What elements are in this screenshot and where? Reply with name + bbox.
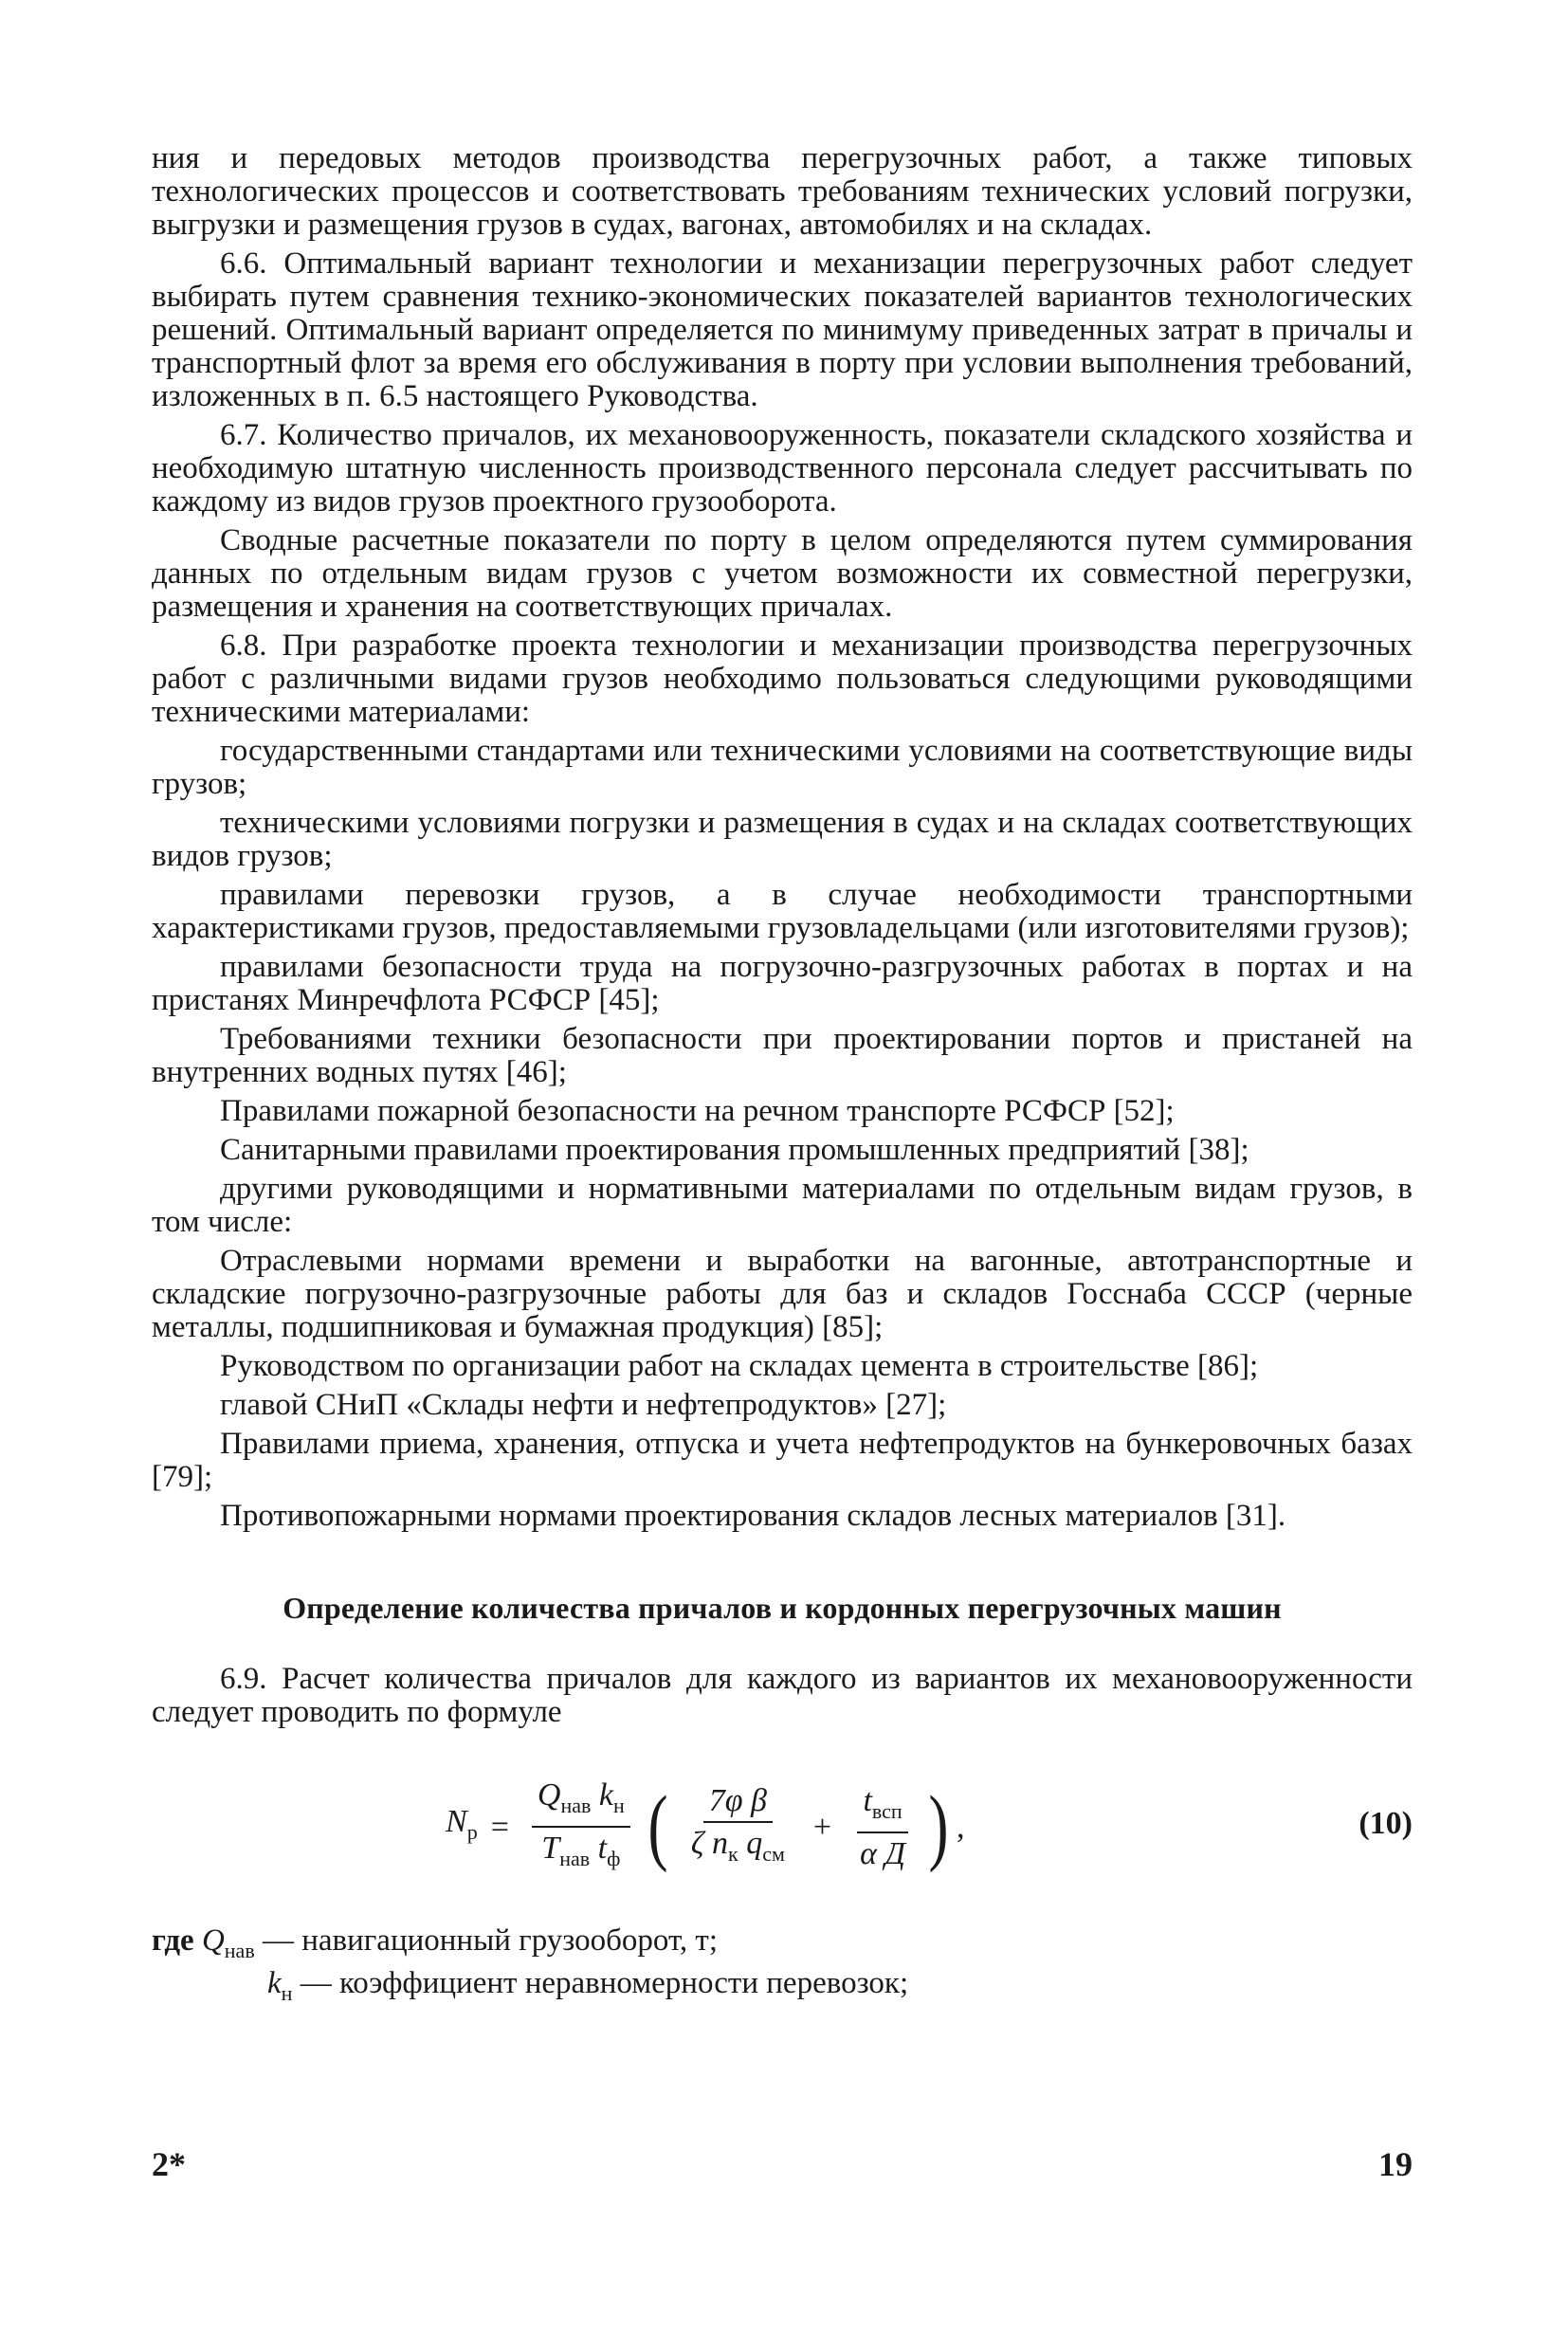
list-item: другими руководящими и нормативными материалами по отдельным видам грузов, в том числе: xyxy=(152,1172,1413,1239)
list-item: правилами безопасности труда на погрузочно-разгрузочных работах в портах и на пристанях Минречфлота РСФСР [45]; xyxy=(152,950,1413,1017)
list-item: правилами перевозки грузов, а в случае необходимости транспортными характеристиками грузов, предоставляемыми грузовладельцами (или изготовителями грузов); xyxy=(152,878,1413,945)
fraction-numerator: 7φ β xyxy=(703,1784,773,1823)
right-paren: ) xyxy=(928,1779,949,1873)
equation-number: (10) xyxy=(1358,1806,1413,1841)
fraction-numerator: $t_{всп}$ xyxy=(857,1784,907,1833)
fraction-denominator: $T_{нав}$ $t_ф$ xyxy=(541,1831,621,1870)
fraction-numerator: $Q_{нав}$ $k_н$ xyxy=(532,1778,630,1828)
paragraph: ния и передовых методов производства перегрузочных работ, а также типовых технологических процессов и соответствовать требованиям технических условий погрузки, выгрузки и размещения грузов в судах, вагонах, автомобилях и на складах. xyxy=(152,141,1413,242)
left-paren: ( xyxy=(647,1779,668,1873)
where-label: где xyxy=(152,1923,194,1958)
paragraph-6-8: 6.8. При разработке проекта технологии и механизации производства перегрузочных работ с различными видами грузов необходимо пользоваться следующими руководящими техническими материалами: xyxy=(152,629,1413,729)
list-item: Санитарными правилами проектирования промышленных предприятий [38]; xyxy=(220,1133,1249,1167)
section-heading: Определение количества причалов и кордонных перегрузочных машин xyxy=(283,1591,1282,1625)
list-item: Требованиями техники безопасности при проектировании портов и пристаней на внутренних водных путях [46]; xyxy=(152,1022,1413,1089)
page-number: 19 xyxy=(1378,2145,1413,2183)
paragraph: Сводные расчетные показатели по порту в целом определяются путем суммирования данных по отдельным видам грузов с учетом возможности их совместной перегрузки, размещения и хранения на соответствующих причалах. xyxy=(152,523,1413,624)
formula-block xyxy=(152,1765,1413,1888)
variable-description: — навигационный грузооборот, т; xyxy=(254,1923,718,1958)
paragraph-6-6: 6.6. Оптимальный вариант технологии и механизации перегрузочных работ следует выбирать путем сравнения технико-экономических показателей вариантов технологических решений. Оптимальный вариант определяется по минимуму приведенных затрат в причалы и транспортный флот за время его обслуживания в порту при условии выполнения требований, изложенных в п. 6.5 настоящего Руководства. xyxy=(152,246,1413,413)
paragraph-6-7: 6.7. Количество причалов, их механовооруженность, показатели складского хозяйства и необходимую штатную численность производственного персонала следует рассчитывать по каждому из видов грузов проектного грузооборота. xyxy=(152,418,1413,519)
formula-equals: = xyxy=(490,1809,509,1845)
definition-row xyxy=(152,1967,1413,2010)
paragraph-list xyxy=(152,142,1413,1533)
fraction-processing xyxy=(685,1784,791,1870)
list-item: техническими условиями погрузки и размещения в судах и на складах соответствующих видов грузов; xyxy=(152,806,1413,873)
list-item: Правилами пожарной безопасности на речном транспорте РСФСР [52]; xyxy=(220,1094,1175,1128)
formula-10 xyxy=(446,1765,965,1888)
formula-lhs: $N_р$ xyxy=(446,1804,478,1844)
definition-row xyxy=(152,1924,1413,1967)
formula-comma: , xyxy=(957,1809,965,1845)
variable-symbol: $k_н$ xyxy=(267,1966,293,2005)
page-body xyxy=(152,142,1413,2010)
variable-description: — коэффициент неравномерности перевозок; xyxy=(292,1966,909,2000)
list-item: государственными стандартами или техническими условиями на соответствующие виды грузов; xyxy=(152,734,1413,801)
paragraph-6-9: 6.9. Расчет количества причалов для каждого из вариантов их механовооруженности следует проводить по формуле xyxy=(152,1662,1413,1729)
list-item: Отраслевыми нормами времени и выработки на вагонные, автотранспортные и складские погрузочно-разгрузочные работы для баз и складов Госснаба СССР (черные металлы, подшипниковая и бумажная продукция) [85]; xyxy=(152,1244,1413,1344)
fraction-denominator: α Д xyxy=(860,1835,906,1871)
fraction-throughput xyxy=(532,1778,630,1875)
fraction-auxiliary xyxy=(854,1784,911,1870)
list-item: главой СНиП «Склады нефти и нефтепродуктов» [27]; xyxy=(220,1388,947,1422)
variable-symbol: $Q_{нав}$ xyxy=(201,1923,255,1962)
formula-plus: + xyxy=(812,1809,832,1845)
fraction-denominator: ζ $n_к$ $q_{см}$ xyxy=(690,1825,785,1866)
list-item: Руководством по организации работ на складах цемента в строительстве [86]; xyxy=(220,1349,1259,1383)
list-item: Противопожарными нормами проектирования складов лесных материалов [31]. xyxy=(220,1499,1286,1533)
list-item: Правилами приема, хранения, отпуска и учета нефтепродуктов на бункеровочных базах [79]; xyxy=(152,1427,1413,1494)
variable-definitions xyxy=(152,1924,1413,2010)
signature-mark: 2* xyxy=(152,2145,186,2183)
